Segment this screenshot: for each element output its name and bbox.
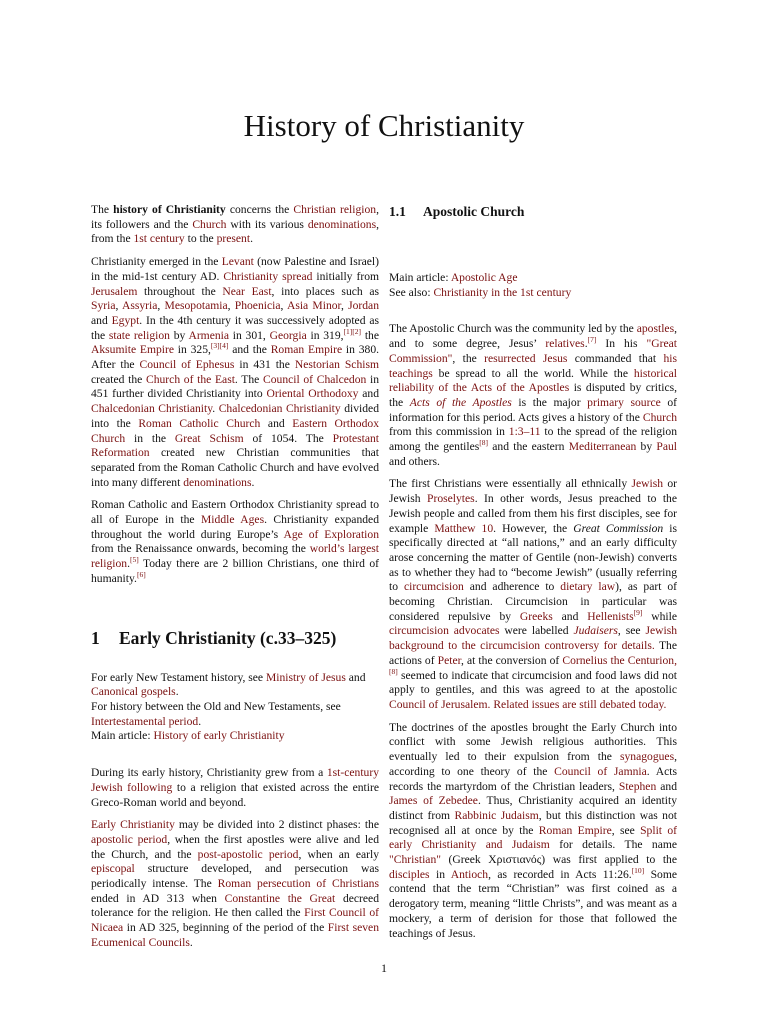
text: , bbox=[227, 299, 235, 313]
link-circumcision-advocates[interactable]: circumcision advocates bbox=[389, 624, 500, 638]
text: in 301, bbox=[229, 328, 270, 342]
citation[interactable]: [10] bbox=[631, 865, 645, 875]
link-chalcedonian-christianity[interactable]: Chalcedonian Christianity bbox=[91, 402, 213, 416]
text: in bbox=[429, 867, 451, 881]
text: . In the 4th century it was successively adopted as the bbox=[91, 313, 380, 342]
text: divided into the bbox=[91, 402, 379, 430]
link-proselytes[interactable]: Proselytes bbox=[427, 492, 475, 506]
text: Main article: bbox=[91, 729, 154, 743]
link-near-east[interactable]: Near East bbox=[222, 284, 272, 298]
text: and others. bbox=[389, 454, 440, 468]
text: of 1054. The bbox=[243, 431, 333, 445]
text: The actions of bbox=[389, 639, 677, 667]
text: to a religion that existed across the entire Greco-Roman world and beyond. bbox=[91, 780, 379, 809]
link-nestorian-schism[interactable]: Nestorian Schism bbox=[294, 358, 379, 372]
link-stephen[interactable]: Stephen bbox=[618, 779, 657, 793]
citation[interactable]: [3][4] bbox=[210, 341, 229, 351]
text: (Greek Χριστιανός) was first applied to the bbox=[440, 853, 677, 867]
text: the bbox=[361, 328, 379, 342]
text: created the bbox=[91, 372, 146, 386]
link-council-of-jamnia[interactable]: Council of Jamnia bbox=[554, 764, 647, 778]
text: , bbox=[157, 299, 165, 313]
text: . However, the bbox=[493, 521, 574, 535]
text: decreed tolerance for the religion. He then called the bbox=[91, 891, 379, 920]
text: . bbox=[251, 475, 255, 489]
link-roman-empire[interactable]: Roman Empire bbox=[270, 343, 343, 357]
link-synagogues[interactable]: synagogues bbox=[619, 750, 675, 764]
text: from this commission in bbox=[389, 425, 509, 439]
text: , as recorded in Acts 11:26. bbox=[488, 867, 632, 881]
emergence-paragraph bbox=[91, 255, 379, 490]
link-chalcedonian-christianity[interactable]: Chalcedonian Christianity bbox=[218, 402, 341, 416]
link-post-apostolic-period[interactable]: post-apostolic period bbox=[197, 847, 299, 861]
link-first-seven-ecumenical-councils[interactable]: First seven Ecumenical Councils bbox=[91, 921, 379, 949]
text: ), as part of becoming Christian. Circumcision in particular was considered repulsive by bbox=[389, 580, 678, 623]
link-mesopotamia[interactable]: Mesopotamia bbox=[164, 299, 228, 313]
text: in 319, bbox=[306, 328, 344, 342]
text: , and to some degree, Jesus’ bbox=[389, 322, 677, 351]
text: , when the first apostles were alive and led the Church, and the bbox=[91, 832, 379, 861]
left-column bbox=[91, 203, 379, 959]
text: . bbox=[175, 685, 179, 699]
link-resurrected-jesus[interactable]: resurrected Jesus bbox=[484, 351, 568, 365]
early-history-paragraph bbox=[91, 766, 379, 810]
link-acts-of-the-apostles[interactable]: Acts of the Apostles bbox=[409, 395, 512, 409]
link-history-of-early-christianity[interactable]: History of early Christianity bbox=[153, 729, 285, 743]
link-circumcision[interactable]: circumcision bbox=[403, 580, 464, 594]
subsection-number: 1.1 bbox=[389, 204, 406, 219]
text: in the bbox=[125, 431, 175, 445]
text: , when an early bbox=[298, 847, 380, 861]
link-split-of-early-christianity-and-judaism[interactable]: Split of early Christianity and Judaism bbox=[389, 823, 678, 852]
link-relatives[interactable]: relatives bbox=[545, 337, 585, 351]
text: ended in AD 313 when bbox=[91, 891, 225, 905]
link-armenia[interactable]: Armenia bbox=[188, 328, 230, 342]
link-roman-empire[interactable]: Roman Empire bbox=[538, 823, 612, 837]
link-middle-ages[interactable]: Middle Ages bbox=[201, 513, 265, 527]
link-jerusalem[interactable]: Jerusalem bbox=[91, 284, 138, 298]
link-1st-century[interactable]: 1st century bbox=[133, 232, 185, 246]
text: and bbox=[358, 387, 379, 401]
link-cornelius-the-centurion[interactable]: Cornelius the Centurion, bbox=[562, 653, 678, 667]
text: , according to one theory of the bbox=[389, 750, 677, 778]
link-jewish-background-circumcision[interactable]: Jewish background to the circumcision controversy for details. bbox=[389, 624, 677, 653]
italic-great-commission: Great Commission bbox=[573, 521, 664, 535]
link-dietary-law[interactable]: dietary law bbox=[560, 580, 616, 594]
text: Christianity emerged in the bbox=[91, 255, 222, 269]
link-phoenicia[interactable]: Phoenicia bbox=[234, 299, 281, 313]
link-roman-persecution-of-christians[interactable]: Roman persecution of Christians bbox=[217, 877, 379, 891]
section-heading bbox=[91, 627, 379, 649]
text: . Christianity expanded throughout the world during Europe’s bbox=[91, 513, 379, 541]
text: is disputed by critics, the bbox=[389, 381, 677, 409]
text: Today there are 2 billion Christians, one third of humanity. bbox=[91, 557, 379, 585]
link-state-religion[interactable]: state religion bbox=[108, 328, 170, 342]
text: Roman Catholic and Eastern Orthodox Christianity spread to all of Europe in the bbox=[91, 498, 379, 527]
text: , see bbox=[611, 823, 641, 837]
text: , at the conversion of bbox=[461, 653, 563, 667]
link-asia-minor[interactable]: Asia Minor bbox=[286, 299, 341, 313]
link-protestant-reformation[interactable]: Protestant Reformation bbox=[91, 431, 379, 460]
link-disciples[interactable]: disciples bbox=[389, 867, 430, 881]
text: (now Palestine and Israel) in the mid-1st century AD. bbox=[91, 255, 379, 283]
link-mediterranean[interactable]: Mediterranean bbox=[568, 440, 637, 454]
link-church[interactable]: Church bbox=[642, 410, 677, 424]
link-christianity-spread[interactable]: Christianity spread bbox=[223, 269, 313, 283]
link-council-of-chalcedon[interactable]: Council of Chalcedon bbox=[263, 372, 367, 386]
text: may be divided into 2 distinct phases: the bbox=[174, 818, 379, 832]
link-roman-catholic-church[interactable]: Roman Catholic Church bbox=[138, 416, 261, 430]
text: . bbox=[212, 402, 219, 416]
link-great-schism[interactable]: Great Schism bbox=[174, 431, 244, 445]
text: . The bbox=[234, 372, 263, 386]
text: See also: bbox=[389, 285, 434, 299]
link-age-of-exploration[interactable]: Age of Exploration bbox=[283, 527, 379, 541]
bold-term: history of Christianity bbox=[113, 203, 226, 216]
link-peter[interactable]: Peter bbox=[437, 653, 462, 667]
hatnotes bbox=[91, 671, 379, 745]
text: be spread to all the world. While the bbox=[432, 366, 634, 380]
first-christians-paragraph bbox=[389, 477, 677, 712]
link-eastern-orthodox-church[interactable]: Eastern Orthodox Church bbox=[91, 416, 379, 445]
right-column bbox=[389, 203, 677, 949]
link-council-of-jerusalem[interactable]: Council of Jerusalem. Related issues are still debated today. bbox=[389, 697, 667, 711]
hatnote bbox=[91, 729, 379, 744]
text: from the Renaissance onwards, becoming the bbox=[91, 542, 310, 556]
text: of information for this period. Acts gives a history of the bbox=[389, 395, 677, 424]
link-denominations[interactable]: denominations bbox=[307, 217, 377, 231]
text: and bbox=[345, 670, 366, 684]
hatnote bbox=[389, 271, 677, 286]
link-church[interactable]: Church bbox=[192, 217, 227, 231]
link-early-christianity[interactable]: Early Christianity bbox=[91, 818, 175, 832]
text: is the major bbox=[511, 395, 588, 409]
link-worlds-largest-religion[interactable]: world’s largest religion bbox=[91, 542, 379, 571]
hatnote bbox=[91, 700, 379, 729]
text: , the bbox=[452, 351, 485, 365]
link-christian[interactable]: "Christian" bbox=[389, 853, 441, 867]
link-ministry-of-jesus[interactable]: Ministry of Jesus bbox=[265, 670, 346, 684]
citation[interactable]: [6] bbox=[136, 570, 146, 580]
link-georgia[interactable]: Georgia bbox=[269, 328, 307, 342]
text: and bbox=[260, 416, 293, 430]
link-paul[interactable]: Paul bbox=[656, 440, 678, 454]
link-aksumite-empire[interactable]: Aksumite Empire bbox=[91, 343, 175, 357]
text: concerns the bbox=[225, 203, 294, 216]
link-assyria[interactable]: Assyria bbox=[121, 299, 158, 313]
text: The doctrines of the apostles brought the Early Church into conflict with some Jewish religious authorities. This eventually led to their expulsion from the bbox=[389, 720, 677, 764]
citation[interactable]: [5] bbox=[129, 555, 139, 565]
text: in 451 further divided Christianity into bbox=[91, 372, 380, 401]
text: by bbox=[636, 440, 657, 454]
phases-paragraph bbox=[91, 818, 379, 950]
text: . bbox=[250, 232, 253, 246]
hatnotes bbox=[389, 271, 677, 300]
text: commanded that bbox=[567, 351, 664, 365]
link-rabbinic-judaism[interactable]: Rabbinic Judaism bbox=[454, 808, 539, 822]
link-council-of-ephesus[interactable]: Council of Ephesus bbox=[139, 358, 235, 372]
link-first-council-of-nicaea[interactable]: First Council of Nicaea bbox=[91, 906, 379, 935]
text: . Thus, Christianity acquired an identity distinct from bbox=[389, 794, 677, 822]
text: and bbox=[552, 609, 588, 623]
page-title: History of Christianity bbox=[243, 108, 525, 143]
link-primary-source[interactable]: primary source bbox=[587, 395, 661, 409]
text: . bbox=[189, 935, 193, 949]
link-his-teachings[interactable]: his teachings bbox=[389, 351, 677, 380]
link-jewish-following[interactable]: Jewish following bbox=[91, 780, 173, 794]
citation[interactable]: [9] bbox=[633, 607, 643, 617]
text: , bbox=[340, 299, 349, 313]
text: seemed to indicate that circumcision and food laws did not apply to gentiles, and this was agreed to at the apostolic bbox=[389, 668, 677, 697]
text: is specifically directed at “all nations,” and an early difficulty arose concerning the matter of Gentile (non-Jewish) converts as to whether they had to “become Jewish” (usually referring to bbox=[389, 521, 677, 594]
text: for details. The name bbox=[549, 838, 678, 852]
text: in 380. After the bbox=[91, 343, 380, 372]
text: For early New Testament history, see bbox=[91, 670, 266, 684]
text: with its various bbox=[226, 217, 308, 231]
page-number: 1 bbox=[381, 961, 387, 975]
link-oriental-orthodoxy[interactable]: Oriental Orthodoxy bbox=[266, 387, 359, 401]
text: in 325, bbox=[174, 343, 211, 357]
text: to the bbox=[184, 232, 217, 246]
text: by bbox=[169, 328, 189, 342]
text: . bbox=[127, 557, 130, 571]
link-antioch[interactable]: Antioch bbox=[450, 867, 489, 881]
link-church-of-the-east[interactable]: Church of the East bbox=[145, 372, 235, 386]
link-present[interactable]: present bbox=[216, 232, 251, 246]
expansion-paragraph bbox=[91, 498, 379, 586]
text: During its early history, Christianity grew from a bbox=[91, 766, 327, 780]
citation[interactable]: [1][2] bbox=[343, 326, 362, 336]
link-syria[interactable]: Syria bbox=[91, 299, 116, 313]
apostolic-church-paragraph bbox=[389, 322, 677, 469]
link-denominations[interactable]: denominations bbox=[183, 475, 252, 489]
text: , from the bbox=[91, 217, 379, 246]
section-number: 1 bbox=[91, 627, 100, 648]
link-greeks[interactable]: Greeks bbox=[519, 609, 553, 623]
text: . In other words, Jesus preached to the Jewish people and called from them his first disciples, see for example bbox=[389, 492, 677, 535]
link-intertestamental-period[interactable]: Intertestamental period bbox=[91, 714, 199, 728]
intro-paragraph bbox=[91, 203, 379, 247]
text: and bbox=[91, 313, 112, 327]
text: . bbox=[584, 337, 588, 351]
hatnote bbox=[91, 671, 379, 700]
link-jordan[interactable]: Jordan bbox=[348, 299, 379, 313]
text: , its followers and the bbox=[91, 203, 380, 231]
link-apostolic-age[interactable]: Apostolic Age bbox=[450, 271, 518, 284]
text: For history between the Old and New Testaments, see bbox=[91, 699, 341, 713]
text: were labelled bbox=[499, 624, 574, 638]
section-title: Early Christianity (c.33–325) bbox=[119, 627, 337, 648]
link-apostolic-period[interactable]: apostolic period bbox=[91, 832, 168, 846]
text: . Acts records the martyrdom of the Christian leaders, bbox=[389, 764, 677, 793]
link-episcopal[interactable]: episcopal bbox=[91, 862, 135, 876]
link-great-commission[interactable]: "Great Commission" bbox=[389, 337, 677, 365]
text: The first Christians were essentially all ethnically bbox=[389, 477, 632, 491]
text: , bbox=[115, 299, 122, 313]
text: The bbox=[91, 203, 114, 216]
doctrines-paragraph bbox=[389, 721, 677, 942]
link-acts-1-3-11[interactable]: 1:3–11 bbox=[508, 425, 541, 439]
link-james-of-zebedee[interactable]: James of Zebedee bbox=[389, 794, 478, 808]
text: to the spread of the religion among the gentiles bbox=[389, 425, 677, 454]
text: created new Christian communities that separated from the Roman Catholic Church and have evolved into many different bbox=[91, 446, 379, 489]
text: or Jewish bbox=[389, 477, 677, 506]
text: while bbox=[642, 609, 677, 623]
link-canonical-gospels[interactable]: Canonical gospels bbox=[91, 685, 176, 699]
text: and the eastern bbox=[488, 440, 569, 454]
text: structure developed, and persecution was periodically intense. The bbox=[91, 862, 379, 891]
link-hellenists[interactable]: Hellenists bbox=[587, 609, 634, 623]
text: in 431 the bbox=[234, 358, 295, 372]
subsection-title: Apostolic Church bbox=[423, 204, 525, 219]
link-egypt[interactable]: Egypt bbox=[111, 313, 140, 327]
text: Main article: bbox=[389, 271, 451, 284]
text: initially from bbox=[312, 269, 380, 283]
text: and bbox=[656, 779, 677, 793]
subsection-heading bbox=[389, 203, 677, 221]
citation[interactable]: [8] bbox=[389, 666, 398, 676]
text: , see bbox=[617, 624, 646, 638]
text: in AD 325, beginning of the period of the bbox=[123, 921, 328, 935]
hatnote bbox=[389, 286, 677, 301]
link-historical-reliability-of-acts[interactable]: historical reliability of the Acts of the Apostles bbox=[389, 366, 677, 395]
text: The Apostolic Church was the community led by the bbox=[389, 322, 637, 336]
text: In his bbox=[596, 337, 647, 351]
text: and the bbox=[228, 343, 271, 357]
text: . bbox=[198, 714, 202, 728]
text: throughout the bbox=[137, 284, 223, 298]
citation[interactable]: [8] bbox=[479, 438, 489, 448]
link-jewish[interactable]: Jewish bbox=[631, 477, 664, 491]
text: , but this distinction was not recognised all at once by the bbox=[389, 808, 677, 837]
link-apostles[interactable]: apostles bbox=[636, 322, 675, 336]
text: , into places such as bbox=[271, 284, 379, 298]
link-judaisers[interactable]: Judaisers bbox=[573, 624, 618, 638]
text: and adherence to bbox=[463, 580, 561, 594]
text: , bbox=[280, 299, 287, 313]
link-christian-religion[interactable]: Christian religion bbox=[293, 203, 377, 216]
link-christianity-in-the-1st-century[interactable]: Christianity in the 1st century bbox=[433, 285, 572, 299]
citation[interactable]: [7] bbox=[587, 335, 597, 345]
link-constantine-the-great[interactable]: Constantine the Great bbox=[224, 891, 336, 905]
link-levant[interactable]: Levant bbox=[221, 255, 254, 269]
link-matthew-10[interactable]: Matthew 10 bbox=[434, 521, 494, 535]
link-1st-century[interactable]: 1st-century bbox=[326, 766, 379, 780]
text: Some contend that the term “Christian” was first coined as a derogatory term, meaning “little Christs”, and was meant as a mockery, a term of derision for those that followed the teachings of Jesus. bbox=[389, 867, 677, 940]
